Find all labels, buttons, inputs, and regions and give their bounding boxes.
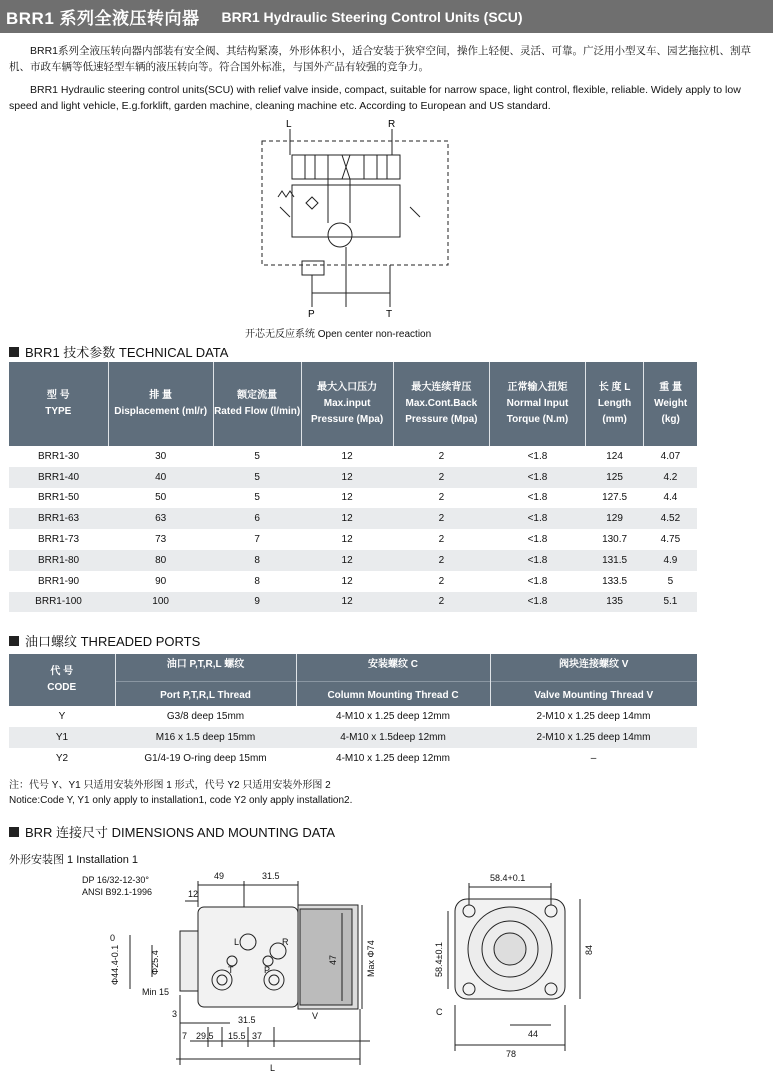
table-cell: <1.8 [490,467,586,488]
table-cell: BRR1-100 [9,592,108,613]
tech-header-en: Max.input Pressure (Mpa) [310,398,384,425]
table-cell: 30 [155,450,167,462]
table-cell: <1.8 [527,575,548,587]
ports-header-cell [115,654,296,706]
table-row [9,727,697,748]
table-cell: 5 [254,450,260,462]
table-cell: 12 [301,550,393,571]
tech-header-cell [585,362,643,446]
table-cell: 73 [155,534,167,546]
bullet-square-icon [9,347,19,357]
table-cell: 63 [108,508,213,529]
ports-header-cell [490,654,697,706]
table-cell: Y1 [9,727,115,748]
table-cell: BRR1-40 [9,467,108,488]
table-cell: 80 [108,550,213,571]
table-cell: 2 [393,467,490,488]
tech-header-en: TYPE [45,406,72,417]
table-cell: – [590,753,597,764]
table-cell: 125 [585,467,643,488]
table-cell: BRR1-80 [9,550,108,571]
table-cell: 4-M10 x 1.5deep 12mm [296,727,490,748]
intro-cn: BRR1系列全液压转向器内部装有安全阀、其结构紧凑，外形体积小，适合安装于狭窄空间，操作上轻便、灵活、可靠。广泛用小型叉车、园艺拖拉机、割草机、市政车辆等低速轻型车辆的液压转向等。符合国外标准，与国外产品有较强的竞争力。 [9,45,752,73]
table-row [9,706,697,727]
port-P-label: P [308,309,315,317]
ports-header-en: CODE [47,682,77,693]
ports-section-title: 油口螺纹 THREADED PORTS [9,631,200,650]
tech-header-cell [393,362,490,446]
table-cell: 6 [213,508,301,529]
table-cell: 40 [108,467,213,488]
table-row [9,508,697,529]
table-cell: 2 [393,508,490,529]
table-cell: BRR1-73 [37,534,80,546]
table-cell: <1.8 [527,534,548,546]
port-V-mark: V [312,1011,319,1021]
tech-header-cn: 最大入口压力 [317,382,378,393]
dim-min15: Min 15 [142,987,170,997]
dimensions-section-title: BRR 连接尺寸 DIMENSIONS AND MOUNTING DATA [9,822,335,841]
title-bar [0,0,773,33]
table-row [9,529,697,550]
table-cell: 2 [393,592,490,613]
dim-L: L [270,1063,276,1073]
table-cell: 124 [606,450,623,462]
port-P-mark: P [264,965,271,975]
table-row [9,446,697,467]
table-cell: BRR1-90 [37,575,80,587]
table-row [9,467,697,488]
table-cell: 4-M10 x 1.25 deep 12mm [336,753,450,764]
table-cell: 8 [254,575,260,587]
table-cell: 5 [254,492,260,504]
tech-header-en: Displacement (ml/r) [114,406,208,417]
table-cell: 2 [393,550,490,571]
port-L-mark: L [234,937,240,947]
dim-15-5: 15.5 [228,1031,246,1041]
table-cell: 4.2 [644,467,697,488]
intro-en: BRR1 Hydraulic steering control units(SCU) with relief valve inside, compact, suitable for narrow space, light control, flexible, reliable. Widely apply to low speed and light vehicle, E.g.forklift, garden machine, cleaning machine etc. According to European and US standard. [9,84,741,112]
tech-header-cell [108,362,213,446]
tech-header-cell [213,362,301,446]
table-cell: 2 [438,450,445,462]
table-cell: 4-M10 x 1.25 deep 12mm [336,711,450,722]
ports-header-en: Column Mounting Thread C [297,681,490,704]
table-cell: G1/4-19 O-ring deep 15mm [144,753,267,764]
tech-header-en: Normal Input Torque (N.m) [506,398,569,425]
dim-C: C [436,1007,443,1017]
table-cell: 90 [155,575,167,587]
table-cell: 12 [301,508,393,529]
table-cell: 8 [213,550,301,571]
tech-header-cn: 长 度 L [598,382,631,393]
table-row [9,748,697,769]
dim-7: 7 [182,1031,188,1041]
table-row [9,592,697,613]
table-cell: 9 [213,592,301,613]
dim-3: 3 [172,1009,178,1019]
table-cell: Y2 [55,753,69,764]
table-cell: 4.75 [660,534,681,546]
technical-section-title: BRR1 技术参数 TECHNICAL DATA [9,342,228,361]
ports-header-cn: 阀块连接螺纹 V [559,658,629,670]
table-cell: M16 x 1.5 deep 15mm [115,727,296,748]
dim-12: 12 [188,889,199,899]
table-cell: 4.52 [644,508,697,529]
table-cell: 4.07 [660,450,681,462]
table-row [9,550,697,571]
dim-44: Φ44.4-0.1 [110,944,120,985]
table-row [9,488,697,509]
ports-header-cn: 油口 P,T,R,L 螺纹 [166,658,245,670]
table-cell: <1.8 [490,550,586,571]
tech-header-cn: 排 量 [149,390,173,401]
table-cell: 127.5 [602,492,628,504]
port-R-mark: R [282,937,289,947]
hydraulic-schematic [250,117,460,317]
table-cell: 130.7 [602,534,628,546]
tech-header-cn: 型 号 [46,390,70,401]
table-row [9,571,697,592]
dim-58-side: 58.4±0.1 [434,942,444,977]
tech-header-en: Length (mm) [597,398,632,425]
table-cell: BRR1-50 [37,492,80,504]
table-cell: 2-M10 x 1.25 deep 14mm [490,727,697,748]
tech-header-cell [301,362,393,446]
table-cell: 12 [341,450,353,462]
table-cell: 7 [254,534,260,546]
port-R-label: R [388,119,396,130]
ports-header-cn: 安装螺纹 C [368,658,418,670]
table-cell: 4.9 [644,550,697,571]
tech-header-cell [490,362,586,446]
table-cell: 4.4 [663,492,678,504]
dim-84: 84 [584,944,594,955]
table-cell: 12 [341,534,353,546]
port-L-label: L [286,119,292,130]
dim-49: 49 [214,871,225,881]
technical-table [9,362,697,612]
tech-header-cn: 重 量 [659,382,683,393]
port-T-mark: T [228,965,234,975]
table-cell: G3/8 deep 15mm [166,711,245,722]
tech-header-cn: 额定流量 [237,390,278,401]
table-cell: 131.5 [585,550,643,571]
table-cell: 5 [667,575,674,587]
table-cell: BRR1-30 [37,450,80,462]
table-cell: 2-M10 x 1.25 deep 14mm [536,711,651,722]
table-cell: 2 [438,575,445,587]
table-cell: BRR1-63 [9,508,108,529]
bullet-square-icon [9,636,19,646]
table-cell: 5 [213,467,301,488]
ports-header-cell [9,654,115,706]
table-cell: <1.8 [527,492,548,504]
table-cell: <1.8 [490,592,586,613]
table-cell: 135 [585,592,643,613]
dim-29-5: 29.5 [196,1031,214,1041]
dim-dp: DP 16/32-12-30° [82,875,149,885]
ports-table [9,654,697,769]
dim-31-5: 31.5 [262,871,280,881]
tech-header-en: Rated Flow (l/min) [214,406,301,417]
tech-header-en: Max.Cont.Back Pressure (Mpa) [405,398,478,425]
table-cell: 12 [301,467,393,488]
title-en: BRR1 Hydraulic Steering Control Units (SCU) [221,8,523,25]
dim-31-5b: 31.5 [238,1015,256,1025]
dim-47: 47 [328,954,338,965]
table-cell: 12 [341,492,353,504]
table-cell: Y [58,711,66,722]
ports-note-cn: 注：代号 Y、Y1 只适用安装外形图 1 形式，代号 Y2 只适用安装外形图 2 [9,780,331,791]
tech-header-en: Weight (kg) [654,398,688,425]
table-cell: 2 [438,492,445,504]
title-cn: BRR1 系列全液压转向器 [6,9,200,28]
table-cell: 5.1 [644,592,697,613]
table-cell: 2 [438,534,445,546]
dim-78: 78 [506,1049,517,1059]
dim-0: 0 [110,933,116,943]
dim-ansi: ANSI B92.1-1996 [82,887,153,897]
ports-header-cell [296,654,490,706]
dim-max74: Max Φ74 [366,940,376,977]
dim-25: Φ25.4 [150,950,160,975]
tech-header-cn: 最大连续背压 [411,382,472,393]
bullet-square-icon [9,827,19,837]
dimension-drawing [0,865,773,1074]
table-cell: <1.8 [490,508,586,529]
ports-header-cn: 代 号 [50,666,74,677]
ports-note-en: Notice:Code Y, Y1 only apply to installation1, code Y2 only apply installation2. [9,795,353,806]
table-cell: 50 [155,492,167,504]
tech-header-cn: 正常输入扭矩 [507,382,568,393]
dim-44b: 44 [528,1029,539,1039]
installation-label: 外形安装图 1 Installation 1 [9,854,138,866]
table-cell: 12 [301,592,393,613]
dim-58-top: 58.4+0.1 [490,873,526,883]
table-cell: 100 [108,592,213,613]
ports-header-en: Valve Mounting Thread V [491,681,698,704]
tech-header-cell [644,362,697,446]
ports-header-en: Port P,T,R,L Thread [116,681,296,704]
table-cell: 12 [341,575,353,587]
table-cell: <1.8 [527,450,548,462]
table-cell: 129 [585,508,643,529]
schematic-caption: 开芯无反应系统 Open center non-reaction [245,329,432,340]
tech-header-cell [9,362,108,446]
port-T-label: T [386,309,393,317]
table-cell: 133.5 [602,575,628,587]
dim-37: 37 [252,1031,263,1041]
